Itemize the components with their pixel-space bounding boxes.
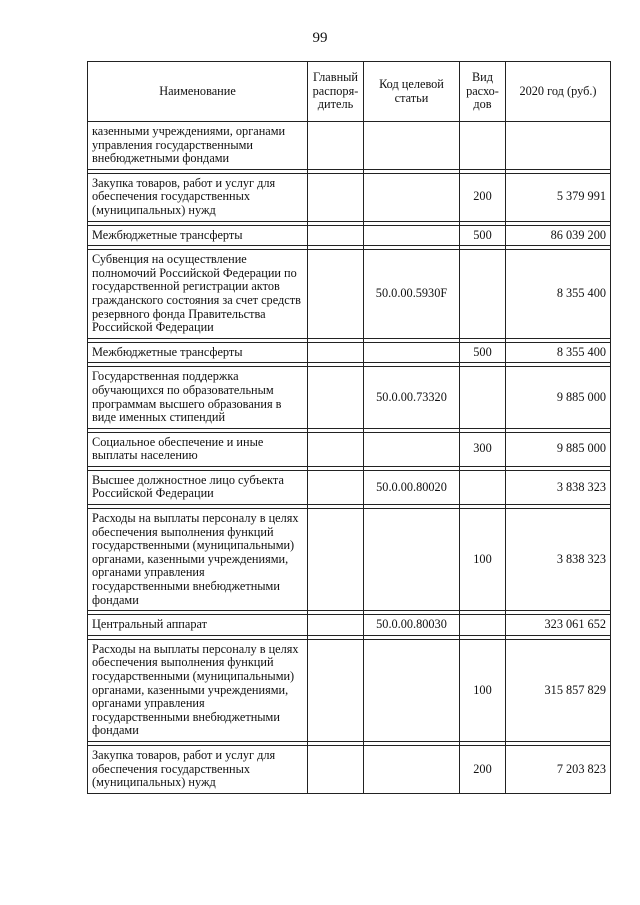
header-amount: 2020 год (руб.) — [506, 62, 611, 122]
cell-code — [364, 225, 460, 246]
cell-amount: 3 838 323 — [506, 509, 611, 611]
cell-kind: 300 — [460, 432, 506, 466]
cell-code — [364, 509, 460, 611]
cell-kind — [460, 250, 506, 339]
cell-amount: 9 885 000 — [506, 367, 611, 428]
cell-manager — [308, 745, 364, 793]
cell-code — [364, 122, 460, 170]
cell-kind — [460, 122, 506, 170]
cell-manager — [308, 342, 364, 363]
cell-amount: 86 039 200 — [506, 225, 611, 246]
page-number: 99 — [312, 30, 328, 46]
cell-kind: 100 — [460, 639, 506, 741]
cell-manager — [308, 225, 364, 246]
cell-code — [364, 639, 460, 741]
cell-code — [364, 342, 460, 363]
cell-name: Высшее должностное лицо субъекта Российской Федерации — [88, 470, 308, 504]
cell-kind: 200 — [460, 173, 506, 221]
cell-amount: 5 379 991 — [506, 173, 611, 221]
cell-code — [364, 745, 460, 793]
cell-amount — [506, 122, 611, 170]
cell-manager — [308, 509, 364, 611]
cell-manager — [308, 639, 364, 741]
cell-manager — [308, 250, 364, 339]
cell-kind: 100 — [460, 509, 506, 611]
cell-amount: 7 203 823 — [506, 745, 611, 793]
cell-kind — [460, 470, 506, 504]
header-code: Код целевой статьи — [364, 62, 460, 122]
table-row — [88, 225, 611, 246]
cell-manager — [308, 432, 364, 466]
table-row — [88, 342, 611, 363]
header-kind: Вид расхо-дов — [460, 62, 506, 122]
cell-code: 50.0.00.80020 — [364, 470, 460, 504]
cell-code — [364, 173, 460, 221]
cell-name: Центральный аппарат — [88, 615, 308, 636]
cell-code: 50.0.00.80030 — [364, 615, 460, 636]
cell-amount: 9 885 000 — [506, 432, 611, 466]
cell-name: Межбюджетные трансферты — [88, 225, 308, 246]
table-row — [88, 745, 611, 793]
budget-table — [87, 61, 611, 794]
table-row — [88, 122, 611, 170]
cell-kind — [460, 615, 506, 636]
table-row — [88, 509, 611, 611]
cell-manager — [308, 122, 364, 170]
cell-amount: 8 355 400 — [506, 250, 611, 339]
cell-code: 50.0.00.73320 — [364, 367, 460, 428]
cell-kind — [460, 367, 506, 428]
cell-kind: 500 — [460, 342, 506, 363]
cell-manager — [308, 470, 364, 504]
cell-amount: 323 061 652 — [506, 615, 611, 636]
cell-name: казенными учреждениями, органами управления государственными внебюджетными фондами — [88, 122, 308, 170]
cell-amount: 3 838 323 — [506, 470, 611, 504]
cell-name: Закупка товаров, работ и услуг для обеспечения государственных (муниципальных) нужд — [88, 745, 308, 793]
cell-code — [364, 432, 460, 466]
cell-manager — [308, 367, 364, 428]
cell-name: Закупка товаров, работ и услуг для обеспечения государственных (муниципальных) нужд — [88, 173, 308, 221]
cell-name: Социальное обеспечение и иные выплаты населению — [88, 432, 308, 466]
cell-manager — [308, 173, 364, 221]
header-name: Наименование — [88, 62, 308, 122]
cell-kind: 500 — [460, 225, 506, 246]
cell-code: 50.0.00.5930F — [364, 250, 460, 339]
table-row — [88, 432, 611, 466]
table-row — [88, 639, 611, 741]
cell-name: Государственная поддержка обучающихся по образовательным программам высшего образования в виде именных стипендий — [88, 367, 308, 428]
cell-amount: 8 355 400 — [506, 342, 611, 363]
table-row — [88, 615, 611, 636]
header-manager: Главный распоря-дитель — [308, 62, 364, 122]
cell-name: Межбюджетные трансферты — [88, 342, 308, 363]
table-row — [88, 367, 611, 428]
table-row — [88, 173, 611, 221]
table-row — [88, 250, 611, 339]
cell-manager — [308, 615, 364, 636]
cell-name: Расходы на выплаты персоналу в целях обеспечения выполнения функций государственными (муниципальными) органами, казенными учреждениями, органами управления государственными внебюджетными фондами — [88, 509, 308, 611]
cell-amount: 315 857 829 — [506, 639, 611, 741]
table-header-row — [88, 62, 611, 122]
table-row — [88, 470, 611, 504]
cell-kind: 200 — [460, 745, 506, 793]
cell-name: Субвенция на осуществление полномочий Российской Федерации по государственной регистрации актов гражданского состояния за счет средств резервного фонда Правительства Российской Федерации — [88, 250, 308, 339]
cell-name: Расходы на выплаты персоналу в целях обеспечения выполнения функций государственными (муниципальными) органами, казенными учреждениями, органами управления государственными внебюджетными фондами — [88, 639, 308, 741]
